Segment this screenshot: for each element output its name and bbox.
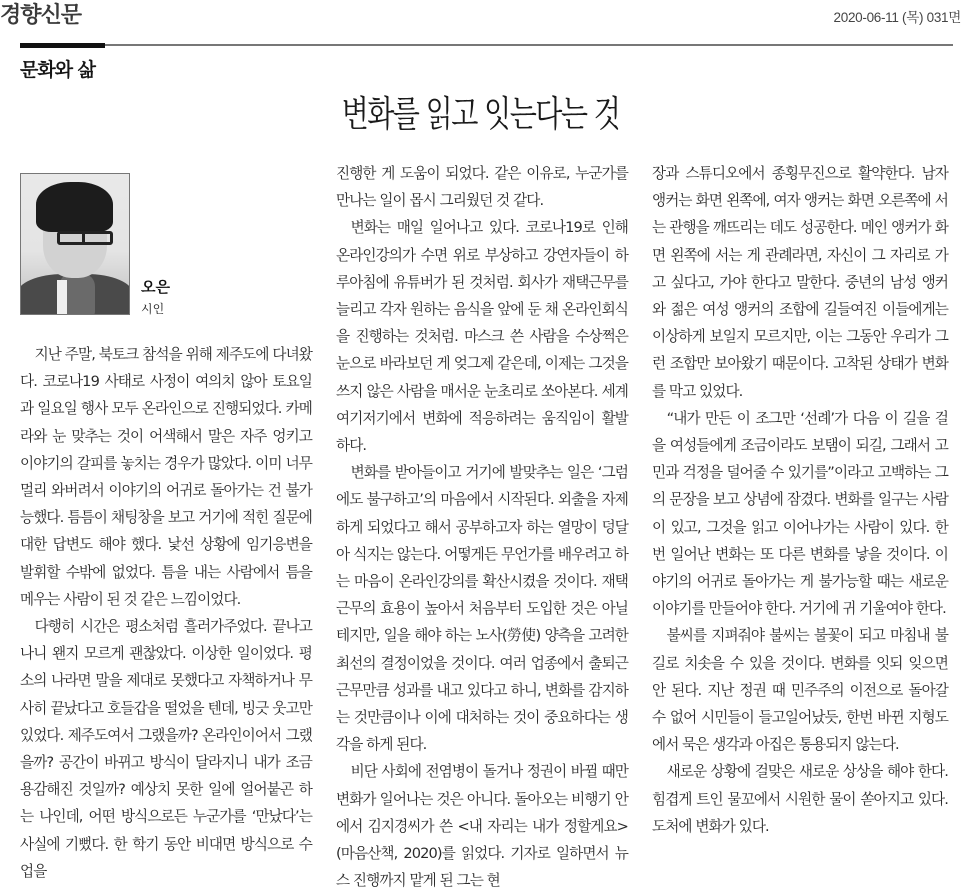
- dateline: 2020-06-11 (목) 031면: [833, 10, 961, 25]
- newspaper-masthead: 경향신문: [0, 2, 82, 28]
- article-column-2: [336, 160, 628, 890]
- paragraph: 불씨를 지펴줘야 불씨는 불꽃이 되고 마침내 불길로 치솟을 수 있을 것이다. 변화를 잇되 잊으면 안 된다. 지난 정권 때 민주주의 이전으로 돌아갈 수 없어 시민들이 들고일어났듯, 한번 바뀐 지형도에서 묵은 생각과 아집은 통용되지 않는다.: [652, 627, 948, 754]
- author-title: 시인: [141, 302, 165, 316]
- section-rule: [20, 44, 953, 46]
- article-column-3: [652, 160, 948, 840]
- paragraph-continued: 진행한 게 도움이 되었다. 같은 이유로, 누군가를 만나는 일이 몹시 그리웠던 것 같다.: [336, 165, 628, 210]
- paragraph-continued: 장과 스튜디오에서 종횡무진으로 활약한다. 남자 앵커는 화면 왼쪽에, 여자 앵커는 화면 오른쪽에 서는 관행을 깨뜨리는 데도 성공한다. 메인 앵커가 화면 왼쪽에 서는 게 관례라면, 자신이 그 자리로 가고 싶다고, 가야 한다고 말한다. 중년의 남성 앵커와 젊은 여성 앵커의 조합에 길들여진 이들에게는 이상하게 보일지 모르지만, 이는 그동안 우리가 그런 조합만 보아왔기 때문이다. 고착된 상태가 변화를 막고 있었다.: [652, 165, 948, 400]
- article-headline: 변화를 읽고 잇는다는 것: [341, 94, 620, 135]
- paragraph: 다행히 시간은 평소처럼 흘러가주었다. 끝나고 나니 왠지 모르게 괜찮았다. 이상한 일이었다. 평소의 나라면 말을 제대로 못했다고 자책하거나 무사히 끝났다고 호들갑을 떨었을 텐데, 빙긋 웃고만 있었다. 제주도여서 그랬을까? 온라인이어서 그랬을까? 공간이 바뀌고 방식이 달라지니 내가 조금 용감해진 것일까? 예상치 못한 일에 얼어붙곤 하는 나인데, 어떤 방식으로든 누군가를 ‘만났다’는 사실에 기뻤다. 한 학기 동안 비대면 방식으로 수업을: [20, 618, 312, 880]
- paragraph: 비단 사회에 전염병이 돌거나 정권이 바뀔 때만 변화가 일어나는 것은 아니다. 돌아오는 비행기 안에서 김지경씨가 쓴 <내 자리는 내가 정할게요>(마음산책, 2020)를 읽었다. 기자로 일하면서 뉴스 진행까지 맡게 된 그는 현: [336, 763, 628, 890]
- paragraph: 새로운 상황에 걸맞은 새로운 상상을 해야 한다. 힘겹게 트인 물꼬에서 시원한 물이 쏟아지고 있다. 도처에 변화가 있다.: [652, 763, 948, 835]
- author-photo: [20, 173, 130, 315]
- section-label: 문화와 삶: [20, 59, 96, 81]
- paragraph: “내가 만든 이 조그만 ‘선례’가 다음 이 길을 걸을 여성들에게 조금이라도 보탬이 되길, 그래서 고민과 걱정을 덜어줄 수 있기를”이라고 고백하는 그의 문장을 보고 상념에 잠겼다. 변화를 일구는 사람이 있고, 그것을 읽고 이어나가는 사람이 있다. 한번 일어난 변화는 또 다른 변화를 낳을 것이다. 이야기의 어귀로 돌아가는 게 불가능할 때는 새로운 이야기를 만들어야 한다. 거기에 귀 기울여야 한다.: [652, 409, 948, 618]
- paragraph: 변화는 매일 일어나고 있다. 코로나19로 인해 온라인강의가 수면 위로 부상하고 강연자들이 하루아침에 유튜버가 된 것처럼. 회사가 재택근무를 늘리고 각자 원하는 음식을 앞에 둔 채 온라인회식을 진행하는 것처럼. 마스크 쓴 사람을 수상쩍은 눈으로 바라보던 게 엊그제 같은데, 이제는 그것을 쓰지 않은 사람을 매서운 눈초리로 쏘아본다. 세계 여기저기에서 변화에 적응하려는 움직임이 활발하다.: [336, 219, 628, 455]
- author-byline: [20, 173, 320, 323]
- paragraph: 지난 주말, 북토크 참석을 위해 제주도에 다녀왔다. 코로나19 사태로 사정이 여의치 않아 토요일과 일요일 행사 모두 온라인으로 진행되었다. 카메라와 눈 맞추는 것이 어색해서 말은 자주 엉키고 이야기의 갈피를 놓치는 경우가 많았다. 이미 너무 멀리 와버려서 이야기의 어귀로 돌아가는 건 불가능했다. 틈틈이 채팅창을 보고 거기에 적힌 질문에 대한 답변도 해야 했다. 낯선 상황에 임기응변을 발휘할 수밖에 없었다. 틈을 내는 사람에서 틈을 메우는 사람이 된 것 같은 느낌이었다.: [20, 346, 312, 608]
- section-rule-accent: [20, 43, 105, 48]
- paragraph: 변화를 받아들이고 거기에 발맞추는 일은 ‘그럼에도 불구하고’의 마음에서 시작된다. 외출을 자제하게 되었다고 해서 공부하고자 하는 열망이 덩달아 식지는 않는다. 어떻게든 무언가를 배우려고 하는 마음이 온라인강의를 확산시켰을 것이다. 재택근무의 효용이 높아서 처음부터 도입한 것은 아닐 테지만, 일을 해야 하는 노사(勞使) 양측을 고려한 최선의 결정이었을 것이다. 여러 업종에서 출퇴근 근무만큼 성과를 내고 있다고 하니, 변화를 감지하는 것만큼이나 이에 대처하는 것이 중요하다는 생각을 하게 된다.: [336, 464, 628, 754]
- article-column-1: [20, 341, 312, 885]
- author-name: 오은: [141, 278, 170, 296]
